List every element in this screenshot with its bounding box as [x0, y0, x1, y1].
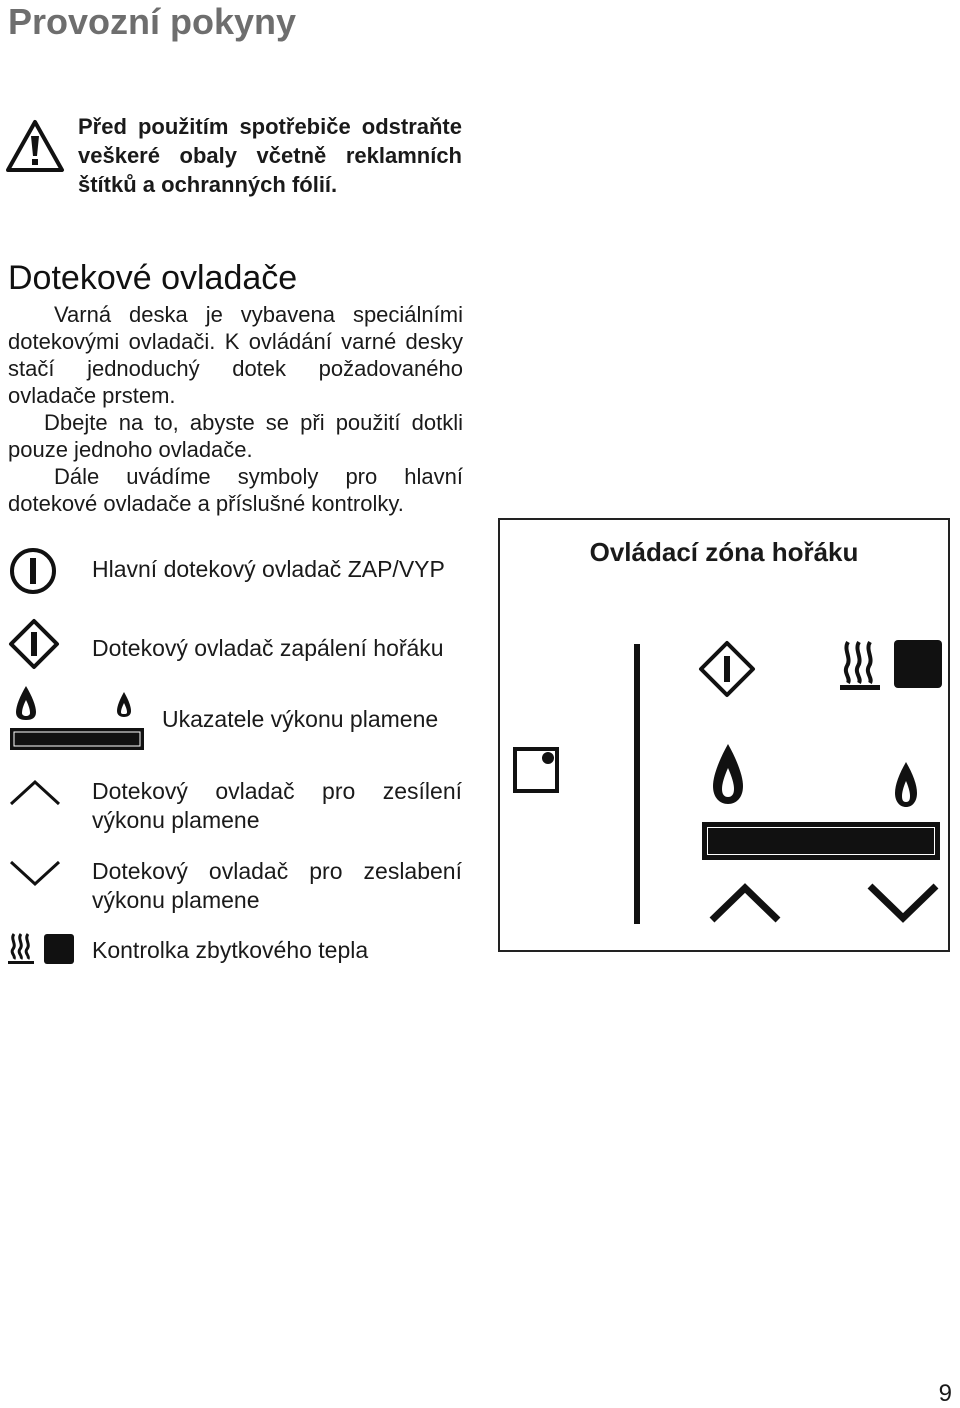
symbol-label-power: Hlavní dotekový ovladač ZAP/VYP: [92, 556, 445, 582]
warning-text: Před použitím spotřebiče odstraňte veškeré obaly včetně reklamních štítků a ochranných fólií.: [78, 114, 462, 197]
zone-power-level-bar: [702, 822, 940, 860]
control-zone-panel: [498, 518, 950, 952]
zone-flame-min-icon: [892, 760, 920, 810]
warning-triangle-icon: [4, 118, 66, 174]
zone-divider: [634, 644, 640, 924]
zone-flame-max-icon: [710, 742, 746, 808]
zone-decrease-button[interactable]: [866, 882, 940, 924]
section-title: Dotekové ovladače: [8, 259, 298, 297]
zone-increase-button[interactable]: [708, 882, 782, 924]
symbol-label-ignition: Dotekový ovladač zapálení hořáku: [92, 635, 444, 661]
ignition-icon: [8, 618, 60, 670]
page-number: 9: [938, 1380, 952, 1407]
symbol-label-flame-level: Ukazatele výkonu plamene: [162, 706, 439, 732]
symbol-label-chevron-up: Dotekový ovladač pro zesílení výkonu plamene: [92, 778, 462, 833]
residual-heat-icon: [8, 932, 76, 966]
zone-residual-heat-icon: [840, 638, 944, 692]
power-icon: [8, 546, 58, 596]
page-title: Provozní pokyny: [8, 1, 297, 42]
symbols-intro-paragraph: Dále uvádíme symboly pro hlavní dotekové ovladače a příslušné kontrolky.: [8, 464, 463, 516]
control-zone-title: Ovládací zóna hořáku: [589, 537, 859, 567]
flame-level-icon: [10, 684, 144, 752]
symbol-label-chevron-down: Dotekový ovladač pro zeslabení výkonu plamene: [92, 858, 462, 913]
chevron-up-icon: [8, 778, 62, 808]
symbol-label-residual-heat: Kontrolka zbytkového tepla: [92, 937, 369, 963]
caution-paragraph: Dbejte na to, abyste se při použití dotkli pouze jednoho ovladače.: [8, 410, 463, 462]
chevron-down-icon: [8, 858, 62, 888]
intro-paragraph: Varná deska je vybavena speciálními dotekovými ovladači. K ovládání varné desky stačí jednoduchý dotek požadovaného ovladače prstem.: [8, 302, 463, 408]
zone-ignition-icon[interactable]: [698, 640, 756, 698]
zone-checkbox-indicator: [512, 746, 562, 796]
